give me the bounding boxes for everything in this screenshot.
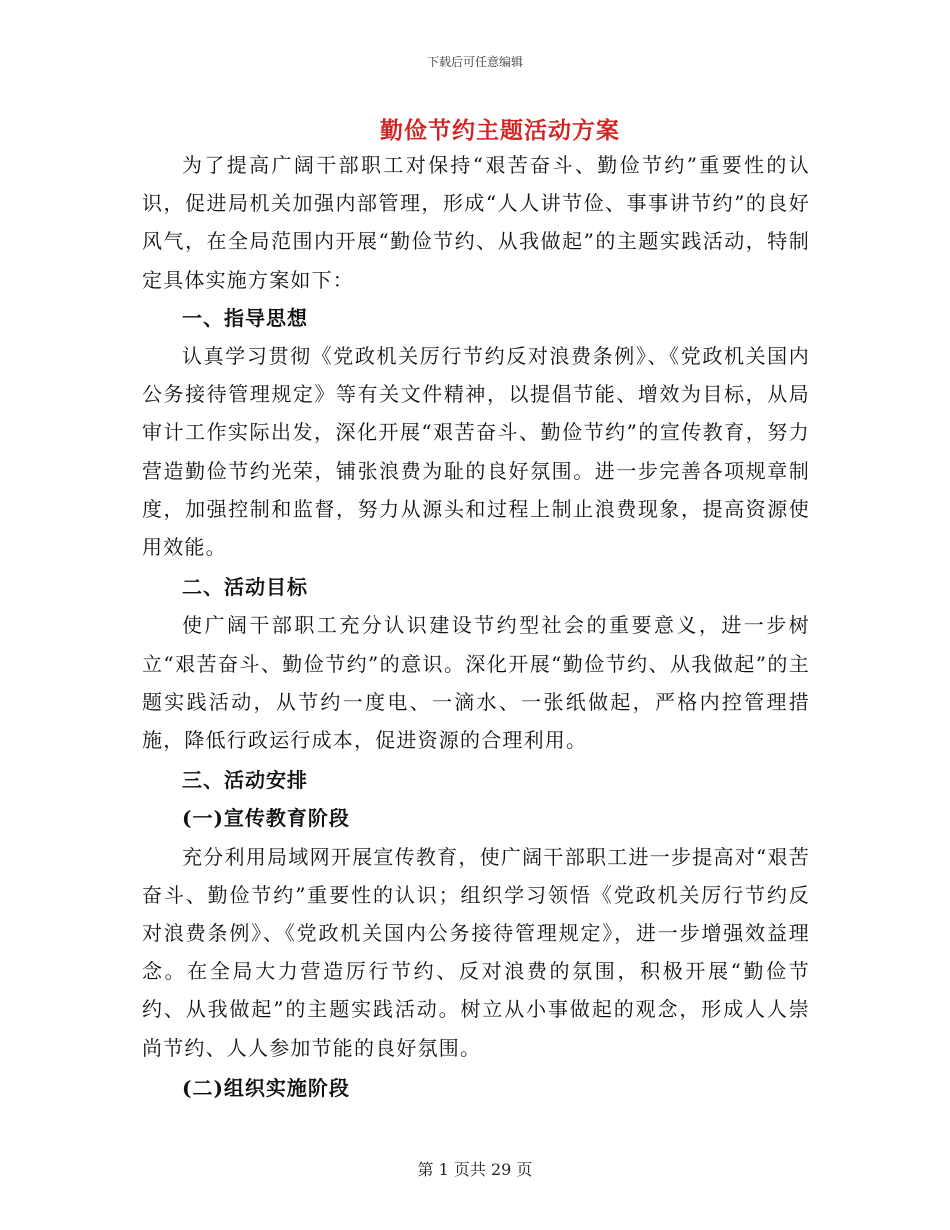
subsection-heading-publicity-stage: (一)宣传教育阶段 — [182, 806, 350, 831]
page-number: 第 1 页共 29 页 — [417, 1160, 533, 1179]
section-text-activity-goal: 使广阔干部职工充分认识建设节约型社会的重要意义，进一步树立“艰苦奋斗、勤俭节约”的意识。深化开展“勤俭节约、从我做起”的主题实践活动，从节约一度电、一滴水、一张纸做起，严格内控管理措施，降低行政运行成本，促进资源的合理利用。 — [142, 613, 810, 753]
section-heading-guiding-ideology: 一、指导思想 — [182, 305, 308, 330]
section-heading-activity-goal: 二、活动目标 — [182, 575, 308, 600]
header-note: 下载后可任意编辑 — [426, 55, 523, 69]
document-title: 勤俭节约主题活动方案 — [380, 117, 620, 144]
subsection-heading-implementation-stage: (二)组织实施阶段 — [182, 1075, 350, 1100]
section-heading-activity-arrangement: 三、活动安排 — [182, 768, 308, 793]
section-text-guiding-ideology: 认真学习贯彻《党政机关厉行节约反对浪费条例》、《党政机关国内公务接待管理规定》等有关文件精神，以提倡节能、增效为目标，从局审计工作实际出发，深化开展“艰苦奋斗、勤俭节约”的宣传教育，努力营造勤俭节约光荣，铺张浪费为耻的良好氛围。进一步完善各项规章制度，加强控制和监督，努力从源头和过程上制止浪费现象，提高资源使用效能。 — [142, 344, 810, 560]
intro-paragraph: 为了提高广阔干部职工对保持“艰苦奋斗、勤俭节约”重要性的认识，促进局机关加强内部管理，形成“人人讲节俭、事事讲节约”的良好风气，在全局范围内开展“勤俭节约、从我做起”的主题实践活动，特制定具体实施方案如下： — [142, 153, 810, 292]
subsection-text-publicity-stage: 充分利用局域网开展宣传教育，使广阔干部职工进一步提高对“艰苦奋斗、勤俭节约”重要性的认识；组织学习领悟《党政机关厉行节约反对浪费条例》、《党政机关国内公务接待管理规定》，进一步增强效益理念。在全局大力营造厉行节约、反对浪费的氛围，积极开展“勤俭节约、从我做起”的主题实践活动。树立从小事做起的观念，形成人人崇尚节约、人人参加节能的良好氛围。 — [142, 844, 810, 1060]
document-body — [142, 146, 810, 1107]
